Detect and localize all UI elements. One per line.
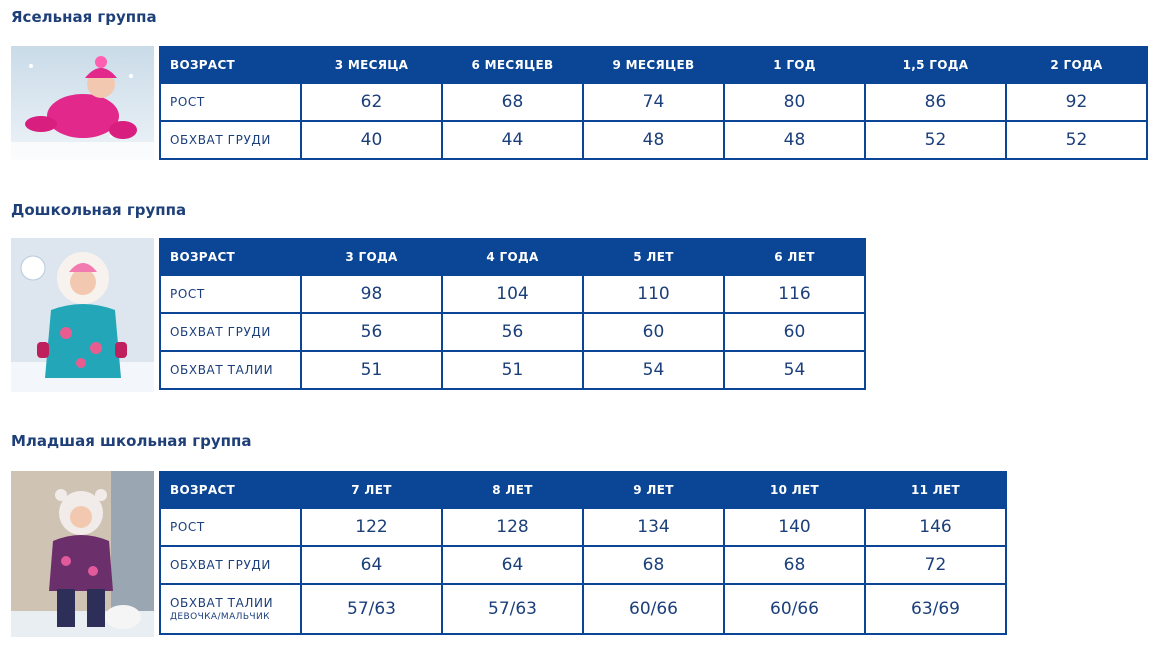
table-cell: 86 xyxy=(865,83,1006,121)
table-cell: 51 xyxy=(301,351,442,389)
header-age: ВОЗРАСТ xyxy=(160,47,301,83)
table-cell: 110 xyxy=(583,275,724,313)
header-cell: 3 МЕСЯЦА xyxy=(301,47,442,83)
table-row-waist xyxy=(160,351,865,389)
row-label: РОСТ xyxy=(160,275,301,313)
table-cell: 48 xyxy=(583,121,724,159)
row-label: РОСТ xyxy=(160,83,301,121)
header-cell: 8 ЛЕТ xyxy=(442,472,583,508)
table-cell: 68 xyxy=(583,546,724,584)
table-cell: 64 xyxy=(442,546,583,584)
table-cell: 44 xyxy=(442,121,583,159)
table-cell: 40 xyxy=(301,121,442,159)
table-cell: 74 xyxy=(583,83,724,121)
header-cell: 3 ГОДА xyxy=(301,239,442,275)
header-cell: 1,5 ГОДА xyxy=(865,47,1006,83)
row-label: ОБХВАТ ГРУДИ xyxy=(160,121,301,159)
section-title-preschool: Дошкольная группа xyxy=(11,201,187,219)
table-cell: 128 xyxy=(442,508,583,546)
size-table-preschool xyxy=(159,238,866,390)
table-cell: 51 xyxy=(442,351,583,389)
table-cell: 62 xyxy=(301,83,442,121)
table-cell: 68 xyxy=(442,83,583,121)
header-cell: 7 ЛЕТ xyxy=(301,472,442,508)
table-cell: 60/66 xyxy=(583,584,724,634)
table-cell: 52 xyxy=(865,121,1006,159)
section-title-nursery: Ясельная группа xyxy=(11,8,157,26)
header-cell: 6 ЛЕТ xyxy=(724,239,865,275)
preschool-kid-photo xyxy=(11,238,154,392)
table-cell: 146 xyxy=(865,508,1006,546)
row-sublabel: ДЕВОЧКА/МАЛЬЧИК xyxy=(170,612,270,622)
table-cell: 52 xyxy=(1006,121,1147,159)
table-cell: 60 xyxy=(583,313,724,351)
table-cell: 57/63 xyxy=(442,584,583,634)
table-cell: 72 xyxy=(865,546,1006,584)
table-cell: 140 xyxy=(724,508,865,546)
header-cell: 9 МЕСЯЦЕВ xyxy=(583,47,724,83)
table-cell: 80 xyxy=(724,83,865,121)
table-row-height xyxy=(160,83,1147,121)
table-cell: 92 xyxy=(1006,83,1147,121)
table-cell: 134 xyxy=(583,508,724,546)
table-cell: 60 xyxy=(724,313,865,351)
table-cell: 98 xyxy=(301,275,442,313)
row-label-waist xyxy=(160,584,301,634)
header-age: ВОЗРАСТ xyxy=(160,472,301,508)
header-cell: 11 ЛЕТ xyxy=(865,472,1006,508)
school-kid-photo xyxy=(11,471,154,637)
table-cell: 57/63 xyxy=(301,584,442,634)
row-label: ОБХВАТ ГРУДИ xyxy=(160,313,301,351)
header-age: ВОЗРАСТ xyxy=(160,239,301,275)
table-row-waist xyxy=(160,584,1006,634)
table-header-row xyxy=(160,47,1147,83)
table-cell: 48 xyxy=(724,121,865,159)
nursery-kid-photo xyxy=(11,46,154,160)
table-row-chest xyxy=(160,121,1147,159)
size-table-school xyxy=(159,471,1007,635)
header-cell: 1 ГОД xyxy=(724,47,865,83)
table-cell: 68 xyxy=(724,546,865,584)
table-row-chest xyxy=(160,546,1006,584)
header-cell: 6 МЕСЯЦЕВ xyxy=(442,47,583,83)
table-cell: 104 xyxy=(442,275,583,313)
header-cell: 10 ЛЕТ xyxy=(724,472,865,508)
row-label: РОСТ xyxy=(160,508,301,546)
table-cell: 63/69 xyxy=(865,584,1006,634)
table-cell: 56 xyxy=(301,313,442,351)
section-title-school: Младшая школьная группа xyxy=(11,432,252,450)
table-cell: 116 xyxy=(724,275,865,313)
table-cell: 60/66 xyxy=(724,584,865,634)
header-cell: 2 ГОДА xyxy=(1006,47,1147,83)
table-row-height xyxy=(160,275,865,313)
row-label: ОБХВАТ ТАЛИИ xyxy=(170,596,274,610)
table-cell: 54 xyxy=(724,351,865,389)
size-table-nursery xyxy=(159,46,1148,160)
table-cell: 56 xyxy=(442,313,583,351)
table-row-chest xyxy=(160,313,865,351)
table-header-row xyxy=(160,239,865,275)
row-label: ОБХВАТ ГРУДИ xyxy=(160,546,301,584)
table-cell: 122 xyxy=(301,508,442,546)
row-label: ОБХВАТ ТАЛИИ xyxy=(160,351,301,389)
table-cell: 54 xyxy=(583,351,724,389)
table-header-row xyxy=(160,472,1006,508)
header-cell: 5 ЛЕТ xyxy=(583,239,724,275)
header-cell: 9 ЛЕТ xyxy=(583,472,724,508)
table-cell: 64 xyxy=(301,546,442,584)
header-cell: 4 ГОДА xyxy=(442,239,583,275)
table-row-height xyxy=(160,508,1006,546)
